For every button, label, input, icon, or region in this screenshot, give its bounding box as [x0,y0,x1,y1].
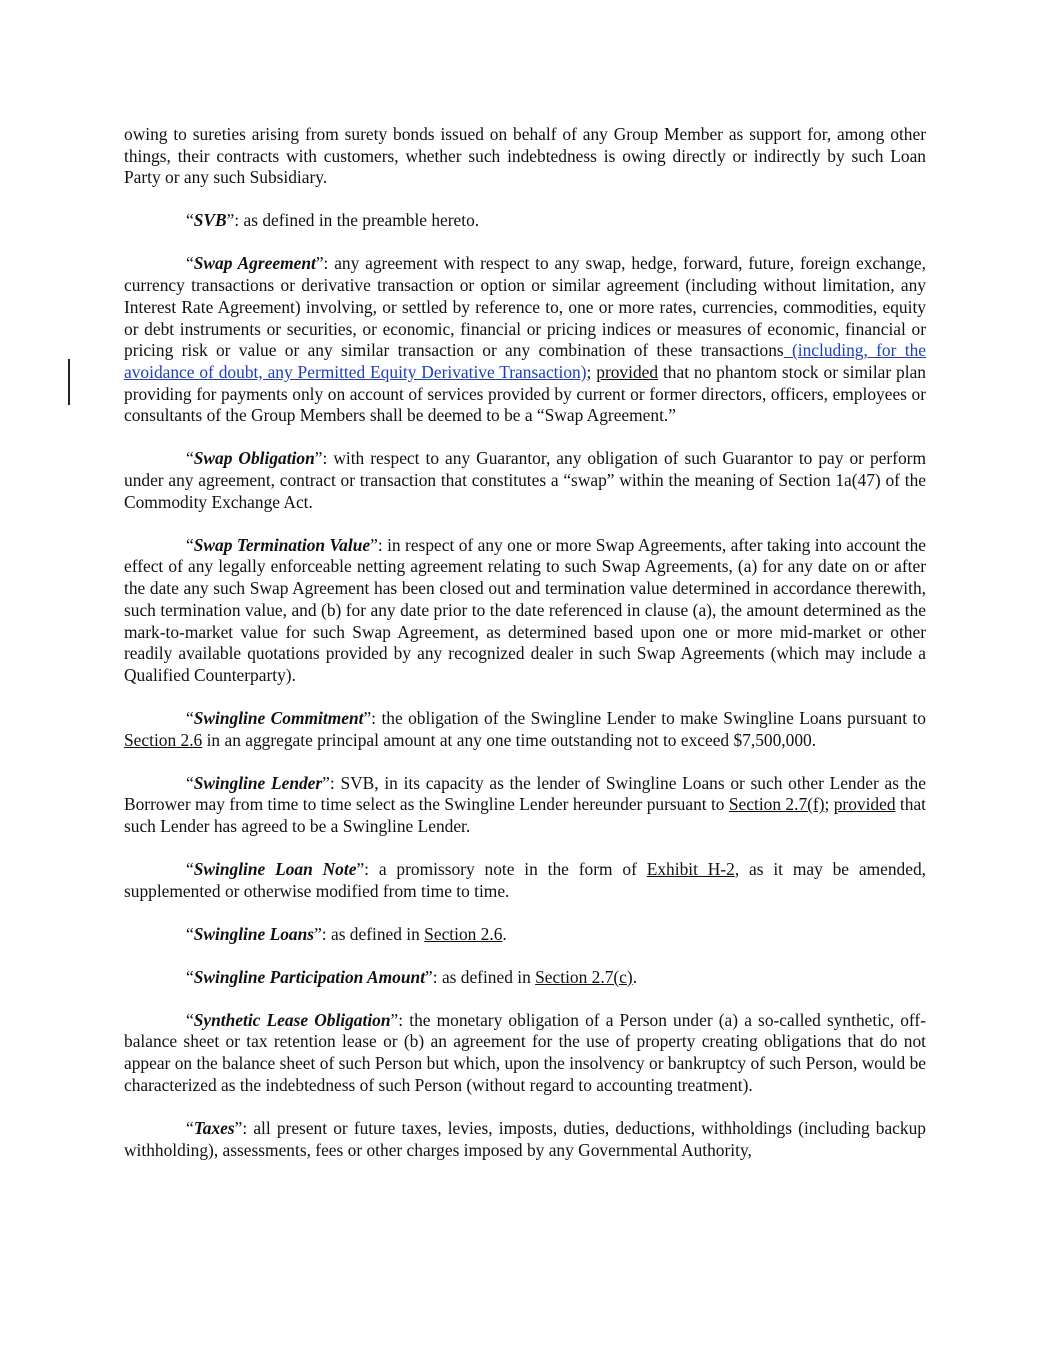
definition-text: ; [824,794,834,815]
defined-term: Synthetic Lease Obligation [193,1009,391,1030]
paragraph-continuation [124,124,926,189]
definition-swap-termination-value [124,535,926,687]
definition-swingline-lender [124,773,926,838]
close-quote: ”: [322,772,341,793]
definition-text: as defined in the preamble hereto. [243,210,480,231]
definition-text: the obligation of the Swingline Lender to make Swingline Loans pursuant to [381,707,927,728]
definition-swingline-loan-note [124,859,926,902]
exhibit-reference: Exhibit H-2 [646,859,735,880]
defined-term: Swap Obligation [193,448,315,469]
section-reference: Section 2.6 [124,729,203,750]
open-quote: “ [186,923,194,944]
definition-text: all present or future taxes, levies, imposts, duties, deductions, withholdings (including backup withholding), assessments, fees or other charges imposed by any Governmental Authority, [124,1117,926,1160]
defined-term: Taxes [193,1117,235,1138]
document-page [124,124,926,1183]
provided-reference: provided [596,361,659,382]
definition-text: with respect to any Guarantor, any obligation of such Guarantor to pay or perform under any agreement, contract or transaction that constitutes a “swap” within the meaning of Section 1a(47) of the Commodity Exchange Act. [124,448,926,512]
definition-swap-agreement [124,253,926,427]
revision-change-bar [68,359,70,405]
definition-text: , as it may be amended, supplemented or otherwise modified from time to time. [124,859,926,901]
provided-reference: provided [833,794,896,815]
definition-text: the monetary obligation of a Person under (a) a so-called synthetic, off-balance sheet or tax retention lease or (b) an agreement for the use of property creating obligations that do not appear on the balance sheet of such Person but which, upon the insolvency or bankruptcy of such Person, would be characterized as the indebtedness of such Person (without regard to accounting treatment). [124,1009,926,1095]
definition-swap-obligation [124,448,926,513]
defined-term: Swingline Loans [193,923,315,944]
definition-text: that no phantom stock or similar plan providing for payments only on account of services provided by current or former directors, officers, employees or consultants of the Group Members shall be deemed to be a “Swap Agreement.” [124,361,926,426]
defined-term: SVB [193,210,227,231]
section-reference: Section 2.7(f) [728,794,825,815]
definition-text: a promissory note in the form of [378,859,647,880]
defined-term: Swingline Lender [193,772,323,793]
definition-text: as defined in [330,923,425,944]
close-quote: ”: [234,1117,254,1138]
defined-term: Swingline Loan Note [193,859,357,880]
definition-synthetic-lease-obligation [124,1010,926,1097]
definition-swingline-participation-amount [124,967,926,989]
close-quote: ”: [390,1009,410,1030]
definition-text: ; [586,361,597,382]
open-quote: “ [186,253,194,274]
definition-text: . [502,923,507,944]
open-quote: “ [186,534,194,555]
section-reference: Section 2.7(c) [535,966,633,987]
definition-swingline-commitment [124,708,926,751]
close-quote: ”: [370,534,388,555]
defined-term: Swap Agreement [193,253,316,274]
definition-text: in an aggregate principal amount at any one time outstanding not to exceed $7,500,000. [202,729,817,750]
close-quote: ”: [314,923,331,944]
definition-text: . [632,966,638,987]
close-quote: ”: [356,859,379,880]
definition-text: SVB, in its capacity as the lender of Swingline Loans or such other Lender as the Borrower may from time to time select as the Swingline Lender hereunder pursuant to [124,772,926,815]
definition-text: that such Lender has agreed to be a Swingline Lender. [124,794,926,837]
open-quote: “ [186,1009,194,1030]
close-quote: ”: [314,448,334,469]
open-quote: “ [186,448,194,469]
continuation-text: owing to sureties arising from surety bonds issued on behalf of any Group Member as support for, among other things, their contracts with customers, whether such indebtedness is owing directly or indirectly by such Loan Party or any such Subsidiary. [124,124,926,188]
open-quote: “ [186,1117,194,1138]
open-quote: “ [186,707,194,728]
defined-term: Swap Termination Value [193,534,371,555]
definition-swingline-loans [124,924,926,946]
close-quote: ”: [425,966,442,987]
section-reference: Section 2.6 [424,923,503,944]
open-quote: “ [186,210,194,231]
close-quote: ”: [226,210,244,231]
definition-text: as defined in [441,966,536,987]
close-quote: ”: [363,707,382,728]
definition-svb [124,210,926,232]
definition-text: any agreement with respect to any swap, hedge, forward, future, foreign exchange, currency transactions or derivative transaction or option or similar agreement (including without limitation, any Interest Rate Agreement) involving, or settled by reference to, one or more rates, currencies, commodities, equity or debt instruments or securities, or economic, financial or pricing indices or measures of economic, financial or pricing risk or value or any similar transaction or any combination of these transactions [124,253,926,361]
open-quote: “ [186,966,194,987]
inserted-revision-text: (including, for the avoidance of doubt, any Permitted Equity Derivative Transaction) [124,340,926,382]
definition-text: in respect of any one or more Swap Agreements, after taking into account the effect of any legally enforceable netting agreement relating to such Swap Agreements, (a) for any date on or after the date any such Swap Agreement has been closed out and termination value determined in accordance therewith, such termination value, and (b) for any date prior to the date referenced in clause (a), the amount determined as the mark-to-market value for such Swap Agreement, as determined based upon one or more mid-market or other readily available quotations provided by any recognized dealer in such Swap Agreements (which may include a Qualified Counterparty). [124,534,927,685]
defined-term: Swingline Commitment [193,707,364,728]
open-quote: “ [186,772,194,793]
definition-taxes [124,1118,926,1161]
close-quote: ”: [315,253,335,274]
defined-term: Swingline Participation Amount [193,966,426,987]
open-quote: “ [186,859,194,880]
